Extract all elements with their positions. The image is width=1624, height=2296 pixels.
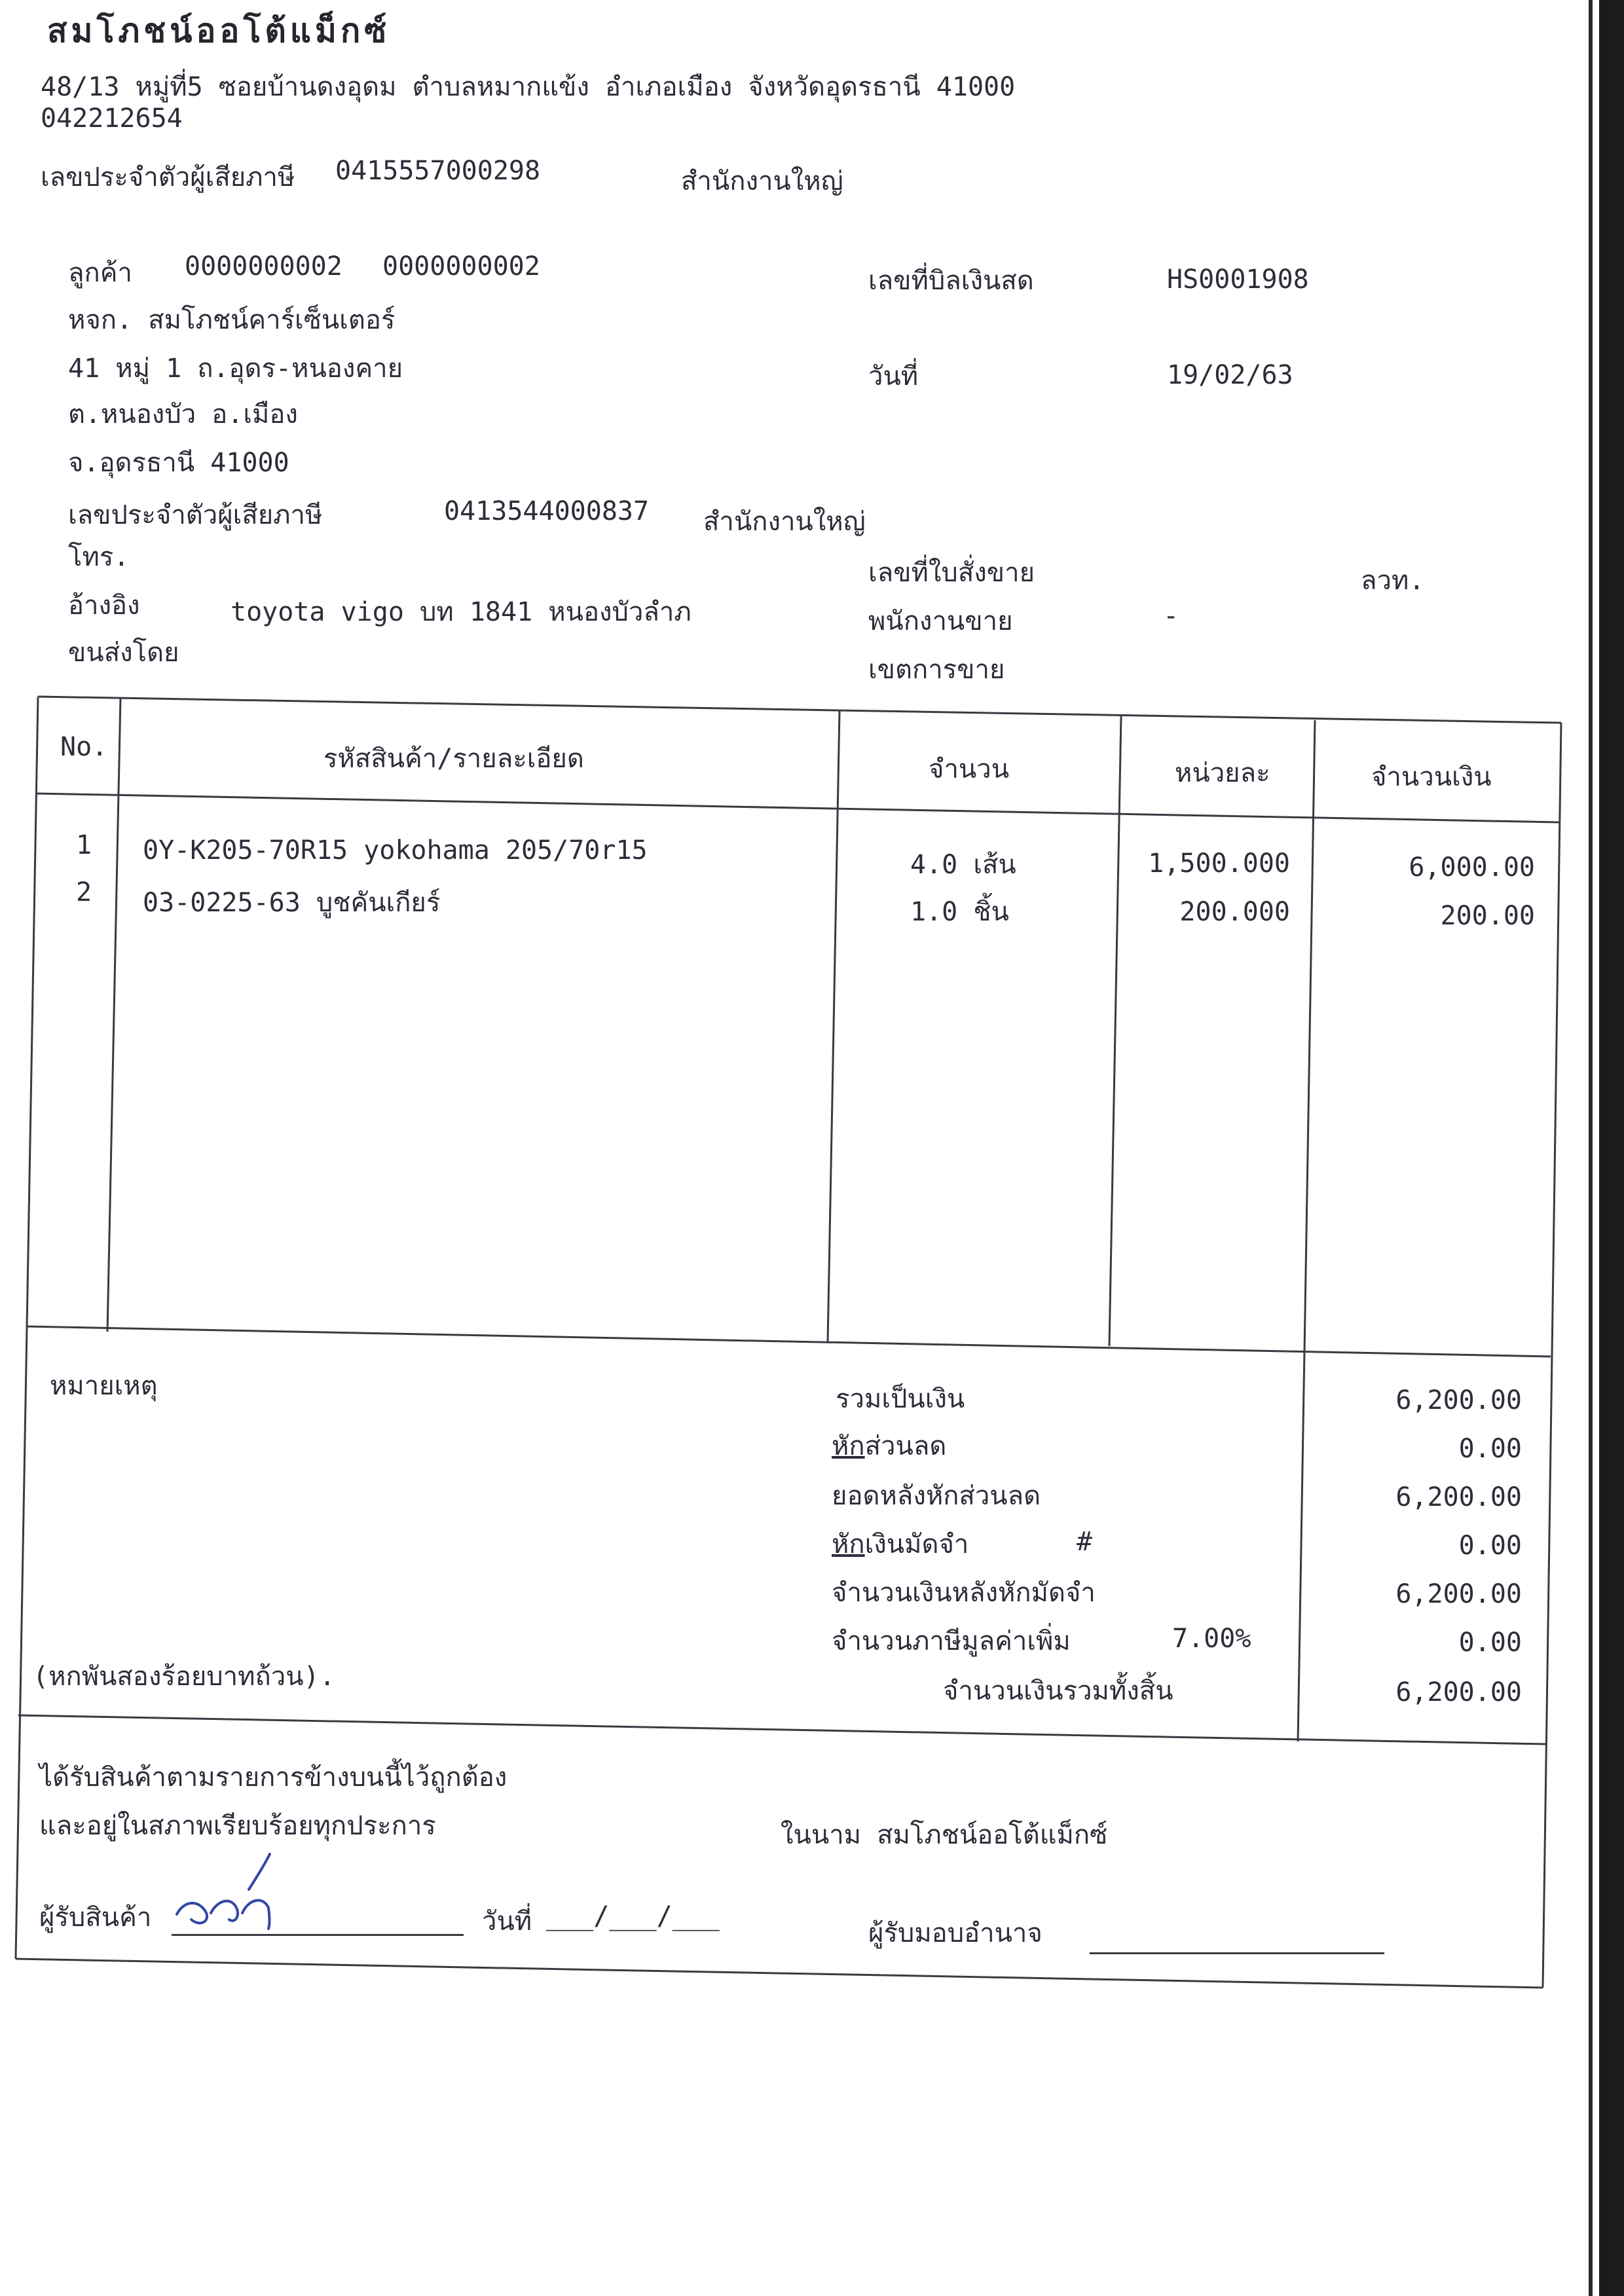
deposit-hash: # — [1077, 1527, 1093, 1557]
col-header-no: No. — [60, 732, 108, 762]
deposit-value: 0.00 — [1458, 1531, 1522, 1561]
authorized-signature-line — [1090, 1952, 1384, 1954]
after-discount-value: 6,200.00 — [1395, 1482, 1522, 1512]
col-header-desc: รหัสสินค้า/รายละเอียด — [323, 744, 584, 774]
receiver-signature — [172, 1836, 303, 1934]
amount-in-words: (หกพันสองร้อยบาทถ้วน). — [33, 1662, 335, 1692]
row-2-qty: 1.0 ชิ้น — [910, 897, 1009, 927]
authorized-label: ผู้รับมอบอำนาจ — [868, 1918, 1043, 1948]
customer-name: หจก. สมโภชน์คาร์เซ็นเตอร์ — [68, 305, 396, 335]
subtotal-label: รวมเป็นเงิน — [836, 1384, 965, 1414]
remark-label: หมายเหตุ — [50, 1371, 158, 1401]
discount-value: 0.00 — [1458, 1434, 1522, 1464]
on-behalf-text: ในนาม สมโภชน์ออโต้แม็กซ์ — [781, 1820, 1108, 1850]
row-2-amount: 200.00 — [1440, 901, 1535, 931]
row-1-no: 1 — [76, 830, 92, 860]
bill-date-value: 19/02/63 — [1167, 360, 1293, 390]
customer-address-1: 41 หมู่ 1 ถ.อุดร-หนองคาย — [68, 354, 403, 384]
after-discount-label: ยอดหลังหักส่วนลด — [832, 1481, 1041, 1511]
company-tax-label: เลขประจำตัวผู้เสียภาษี — [41, 162, 295, 192]
customer-code-2: 0000000002 — [382, 251, 540, 282]
customer-tax-id: 0413544000837 — [444, 496, 650, 526]
discount-label: หักส่วนลด — [832, 1431, 947, 1461]
col-header-qty: จำนวน — [929, 754, 1010, 784]
customer-ref-value: toyota vigo บท 1841 หนองบัวลำภ — [231, 597, 692, 627]
bill-no-value: HS0001908 — [1167, 264, 1309, 295]
customer-branch: สำนักงานใหญ่ — [703, 507, 866, 537]
receiver-signature-line — [172, 1934, 464, 1936]
company-address: 48/13 หมู่ที่5 ซอยบ้านดงอุดม ตำบลหมากแข้ง อำเภอเมือง จังหวัดอุดรธานี 41000 — [41, 72, 1016, 102]
after-deposit-value: 6,200.00 — [1395, 1579, 1522, 1609]
company-phone: 042212654 — [41, 103, 183, 134]
row-2-unit: 200.000 — [1179, 897, 1290, 927]
col-header-amount: จำนวนเงิน — [1371, 762, 1492, 792]
row-2-desc: 03-0225-63 บูชคันเกียร์ — [143, 888, 441, 918]
row-1-desc: 0Y-K205-70R15 yokohama 205/70r15 — [143, 835, 648, 866]
customer-code-1: 0000000002 — [185, 251, 342, 282]
row-1-unit: 1,500.000 — [1148, 848, 1290, 879]
bill-sales-value: - — [1163, 601, 1179, 631]
customer-address-3: จ.อุดรธานี 41000 — [68, 448, 289, 478]
row-2-no: 2 — [76, 877, 92, 907]
received-line-1: ได้รับสินค้าตามรายการข้างบนนี้ไว้ถูกต้อง — [39, 1762, 507, 1793]
vat-value: 0.00 — [1458, 1628, 1522, 1658]
receiver-label: ผู้รับสินค้า — [39, 1903, 152, 1933]
row-1-amount: 6,000.00 — [1409, 852, 1535, 883]
customer-ref-label: อ้างอิง — [68, 591, 140, 621]
customer-ship-label: ขนส่งโดย — [68, 638, 179, 668]
col-header-unit: หน่วยละ — [1175, 758, 1270, 788]
total-value: 6,200.00 — [1395, 1677, 1522, 1707]
bill-area-label: เขตการขาย — [868, 655, 1005, 685]
receive-date-label: วันที่ — [482, 1906, 532, 1937]
company-name: สมโภชน์ออโต้แม็กซ์ — [47, 12, 391, 50]
bill-date-label: วันที่ — [868, 361, 919, 392]
company-tax-id: 0415557000298 — [335, 156, 541, 186]
vat-rate: 7.00% — [1172, 1624, 1251, 1654]
customer-tax-label: เลขประจำตัวผู้เสียภาษี — [68, 500, 323, 530]
row-1-qty: 4.0 เส้น — [910, 850, 1016, 880]
bill-order-value: ลวท. — [1361, 566, 1425, 596]
deposit-label: หักเงินมัดจำ — [832, 1529, 969, 1559]
bill-order-label: เลขที่ใบสั่งขาย — [868, 558, 1035, 588]
company-branch: สำนักงานใหญ่ — [681, 166, 843, 196]
vat-label: จำนวนภาษีมูลค่าเพิ่ม — [832, 1626, 1071, 1656]
after-deposit-label: จำนวนเงินหลังหักมัดจำ — [832, 1578, 1096, 1608]
receive-date-blank: ___/___/___ — [546, 1901, 720, 1931]
total-label: จำนวนเงินรวมทั้งสิ้น — [943, 1676, 1173, 1706]
customer-phone-label: โทร. — [68, 542, 130, 572]
bill-sales-label: พนักงานขาย — [868, 606, 1013, 636]
received-line-2: และอยู่ในสภาพเรียบร้อยทุกประการ — [39, 1811, 436, 1841]
customer-address-2: ต.หนองบัว อ.เมือง — [68, 399, 298, 429]
customer-label: ลูกค้า — [68, 258, 132, 288]
subtotal-value: 6,200.00 — [1395, 1385, 1522, 1415]
bill-no-label: เลขที่บิลเงินสด — [868, 266, 1034, 296]
